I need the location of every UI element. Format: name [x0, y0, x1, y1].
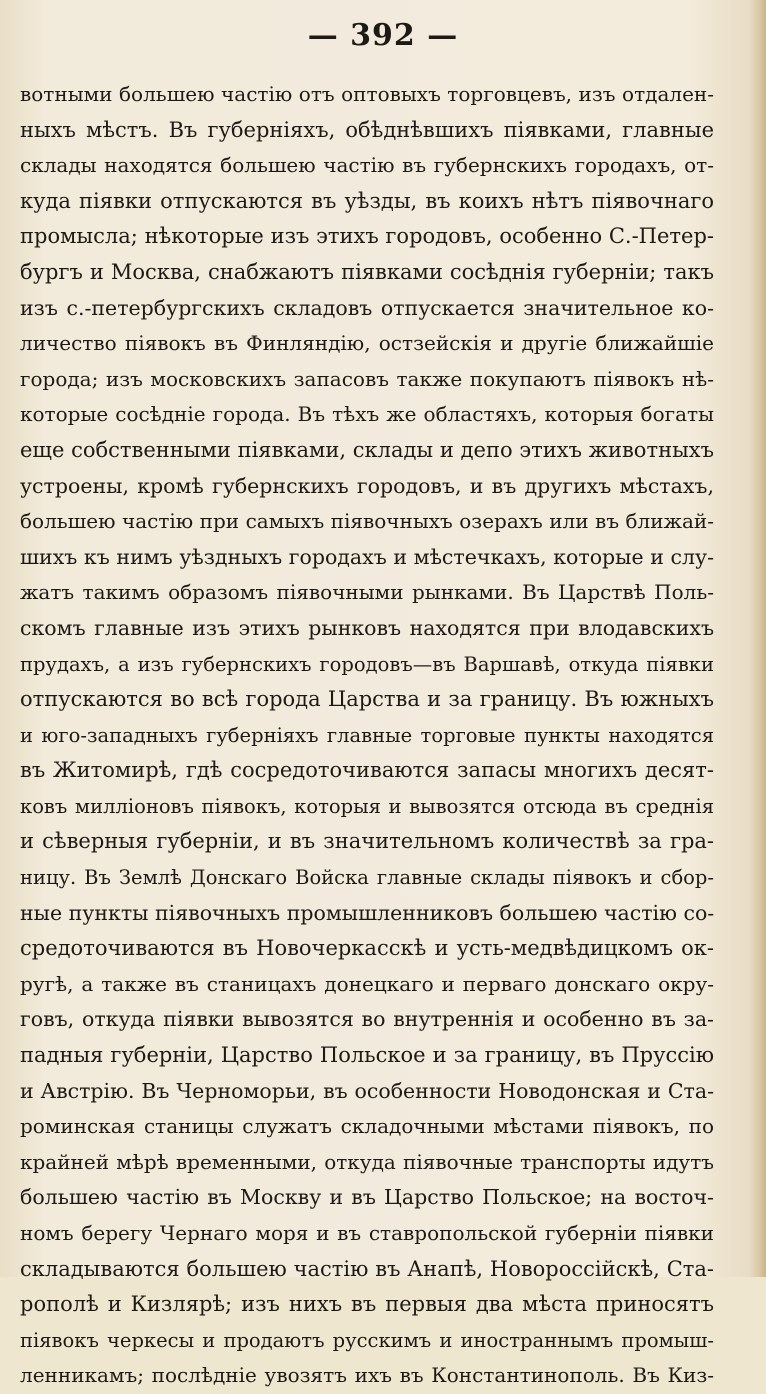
text-line: устроены, кромѣ губернскихъ городовъ, и въ другихъ мѣстахъ,: [20, 473, 714, 498]
text-line: крайней мѣрѣ временными, откуда піявочные транспорты идутъ: [20, 1149, 714, 1174]
text-line: ругѣ, а также въ станицахъ донецкаго и перваго донскаго окру-: [20, 971, 714, 996]
body-text: [20, 77, 714, 1394]
text-line: склады находятся большею частію въ губернскихъ городахъ, от-: [20, 153, 714, 178]
text-line: номъ берегу Чернаго моря и въ ставропольской губерніи піявки: [20, 1221, 714, 1245]
text-line: прудахъ, а изъ губернскихъ городовъ—въ Варшавѣ, откуда піявки: [20, 652, 714, 676]
text-line: и юго-западныхъ губерніяхъ главные торговые пункты находятся: [20, 723, 714, 747]
text-line: рополѣ и Кизлярѣ; изъ нихъ въ первыя два мѣста приносятъ: [20, 1292, 714, 1317]
text-line: ковъ милліоновъ піявокъ, которыя и вывозятся отсюда въ среднія: [20, 794, 714, 818]
text-line: шихъ къ нимъ уѣздныхъ городахъ и мѣстечкахъ, которые и слу-: [20, 544, 714, 569]
text-line: куда піявки отпускаются въ уѣзды, въ коихъ нѣтъ піявочнаго: [20, 188, 714, 213]
page-number: — 392 —: [307, 18, 459, 53]
text-line: жатъ такимъ образомъ піявочными рынками. Въ Царствѣ Поль-: [20, 580, 714, 605]
text-line: ленникамъ; послѣдніе увозятъ ихъ въ Константинополь. Въ Киз-: [20, 1363, 714, 1388]
text-line: промысла; нѣкоторые изъ этихъ городовъ, особенно С.-Петер-: [20, 224, 714, 249]
text-line: роминская станицы служатъ складочными мѣстами піявокъ, по: [20, 1114, 714, 1139]
text-line: которые сосѣдніе города. Въ тѣхъ же областяхъ, которыя богаты: [20, 402, 714, 427]
page-edge-shadow: [750, 0, 766, 1277]
text-line: большею частію при самыхъ піявочныхъ озерахъ или въ ближай-: [20, 509, 714, 534]
text-line: средоточиваются въ Новочеркасскѣ и усть-медвѣдицкомъ ок-: [20, 936, 714, 961]
text-line: ницу. Въ Землѣ Донскаго Войска главные склады піявокъ и сбор-: [20, 866, 714, 890]
text-line: въ Житомирѣ, гдѣ сосредоточиваются запасы многихъ десят-: [20, 758, 714, 783]
text-line: скомъ главные изъ этихъ рынковъ находятся при влодавскихъ: [20, 615, 714, 640]
text-line: большею частію въ Москву и въ Царство Польское; на восточ-: [20, 1185, 714, 1210]
text-line: говъ, откуда піявки вывозятся во внутреннія и особенно въ за-: [20, 1007, 714, 1032]
text-line: піявокъ черкесы и продаютъ русскимъ и иностраннымъ промыш-: [20, 1328, 714, 1352]
text-line: вотными большею частію отъ оптовыхъ торговцевъ, изъ отдален-: [20, 82, 714, 106]
text-line: личество піявокъ въ Финляндію, остзейскія и другіе ближайшіе: [20, 331, 714, 356]
text-line: отпускаются во всѣ города Царства и за границу. Въ южныхъ: [20, 687, 714, 712]
text-line: и Австрію. Въ Черноморьи, въ особенности Новодонская и Ста-: [20, 1078, 714, 1103]
text-line: бургъ и Москва, снабжаютъ піявками сосѣднія губерніи; такъ: [20, 259, 714, 284]
text-line: падныя губерніи, Царство Польское и за границу, въ Пруссію: [20, 1043, 714, 1068]
text-line: и сѣверныя губерніи, и въ значительномъ количествѣ за гра-: [20, 829, 714, 854]
text-line: еще собственными піявками, склады и депо этихъ животныхъ: [20, 437, 714, 462]
text-line: ные пункты піявочныхъ промышленниковъ большею частію со-: [20, 900, 715, 925]
text-line: складываются большею частію въ Анапѣ, Новороссійскѣ, Ста-: [20, 1256, 714, 1281]
text-line: города; изъ московскихъ запасовъ также покупаютъ піявокъ нѣ-: [20, 366, 714, 391]
text-line: изъ с.-петербургскихъ складовъ отпускается значительное ко-: [20, 295, 714, 320]
text-line: ныхъ мѣстъ. Въ губерніяхъ, обѣднѣвшихъ піявками, главные: [20, 117, 714, 142]
